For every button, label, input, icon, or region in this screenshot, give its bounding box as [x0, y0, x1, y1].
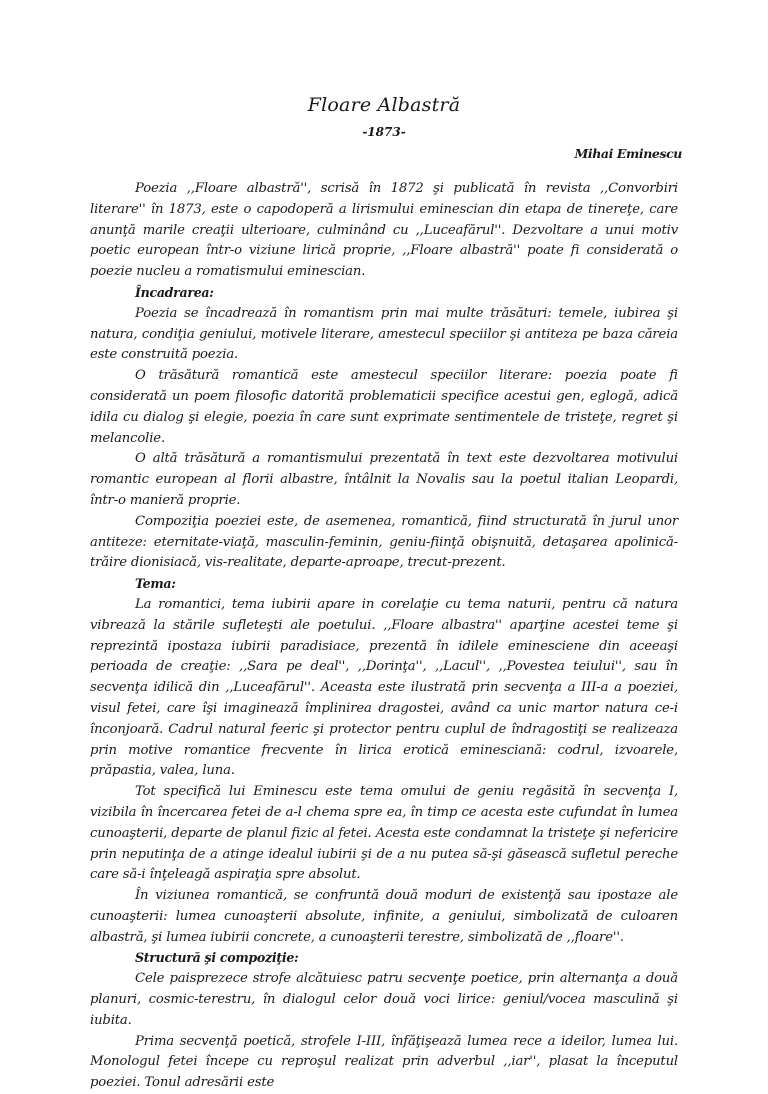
paragraph: Poezia ,,Floare albastră'', scrisă în 1872 şi publicată în revista ,,Convorbiri literare'' în 1873, este o capodoperă a lirismului eminescian din etapa de tinereţe, care anunţă marile creaţii ulterioare, culminând cu ,,Luceafărul''. Dezvoltare a unui motiv poetic european într-o viziune lirică proprie, ,,Floare albastră'' poate fi considerată o poezie nucleu a romatismului eminescian.	[90, 181, 678, 280]
paragraph: Compoziţia poeziei este, de asemenea, romantică, fiind structurată în jurul unor antiteze: eternitate-viaţă, masculin-feminin, geniu-fiinţă obişnuită, detaşarea apolinică-trăire dionisiacă, vis-realitate, departe-aproape, trecut-prezent.	[90, 513, 678, 571]
document-author: Mihai Eminescu	[574, 146, 682, 161]
paragraph: La romantici, tema iubirii apare in corelaţie cu tema naturii, pentru că natura vibrează la stările sufleteşti ale poetului. ,,Floare albastra'' aparţine acestei teme şi reprezintă ipostaza iubirii paradisiace, prezentă în idilele eminesciene din aceeaşi perioada de creaţie: ,,Sara pe deal'', ,,Dorinţa'', ,,Lacul'', ,,Povestea teiului'', sau în secvenţa idilică din ,,Luceafărul''. Aceasta este ilustrată prin secvenţa a III-a a poeziei, visul fetei, care îşi imaginează împlinirea dragostei, având ca unic martor natura ce-i înconjoară. Cadrul natural feeric şi protector pentru cuplul de îndragostiţi se realizeaza prin motive romantice frecvente în lirica erotică eminesciană: codrul, izvoarele, prăpastia, valea, luna.	[90, 596, 678, 779]
paragraph: O altă trăsătură a romantismului prezentată în text este dezvoltarea motivului romantic european al florii albastre, întâlnit la Novalis sau la poetul italian Leopardi, într-o manieră proprie.	[90, 451, 678, 508]
paragraph: O trăsătură romantică este amestecul speciilor literare: poezia poate fi considerată un poem filosofic datorită problematicii specifice acestui gen, eglogă, adică idila cu dialog şi elegie, poezia în care sunt exprimate sentimentele de tristeţe, regret şi melancolie.	[90, 368, 678, 446]
section-heading: Încadrarea:	[135, 284, 214, 300]
paragraph: Prima secvenţă poetică, strofele I-III, înfăţişează lumea rece a ideilor, lumea lui. Monologul fetei începe cu reproşul realizat prin adverbul ,,iar'', plasat la începutul poeziei. Tonul adresării este	[90, 1033, 678, 1091]
document-title: Floare Albastră	[307, 94, 461, 116]
document-year: -1873-	[362, 125, 406, 139]
document-body	[90, 179, 678, 1094]
section-heading: Tema:	[135, 576, 176, 592]
section-heading: Structură şi compoziţie:	[135, 950, 299, 966]
paragraph: În viziunea romantică, se confruntă două moduri de existenţă sau ipostaze ale cunoaşterii: lumea cunoaşterii absolute, infinite, a geniului, simbolizată de culoaren albastră, şi lumea iubirii concrete, a cunoaşterii terestre, simbolizată de ,,floare''.	[90, 888, 678, 945]
paragraph: Tot specifică lui Eminescu este tema omului de geniu regăsită în secvenţa I, vizibila în încercarea fetei de a-l chema spre ea, în timp ce acesta este cufundat în lumea cunoaşterii, departe de planul fizic al fetei. Acesta este condamnat la tristeţe şi nefericire prin neputinţa de a atinge idealul iubirii şi de a nu putea să-şi găsească sufletul pereche care să-i înţeleagă aspiraţia spre absolut.	[90, 784, 678, 883]
paragraph: Poezia se încadrează în romantism prin mai multe trăsături: temele, iubirea şi natura, condiţia geniului, motivele literare, amestecul speciilor şi antiteza pe baza căreia este construită poezia.	[90, 305, 678, 363]
paragraph: Cele paisprezece strofe alcătuiesc patru secvenţe poetice, prin alternanţa a două planuri, cosmic-terestru, în dialogul celor două voci lirice: geniul/vocea masculină şi iubita.	[90, 971, 678, 1028]
